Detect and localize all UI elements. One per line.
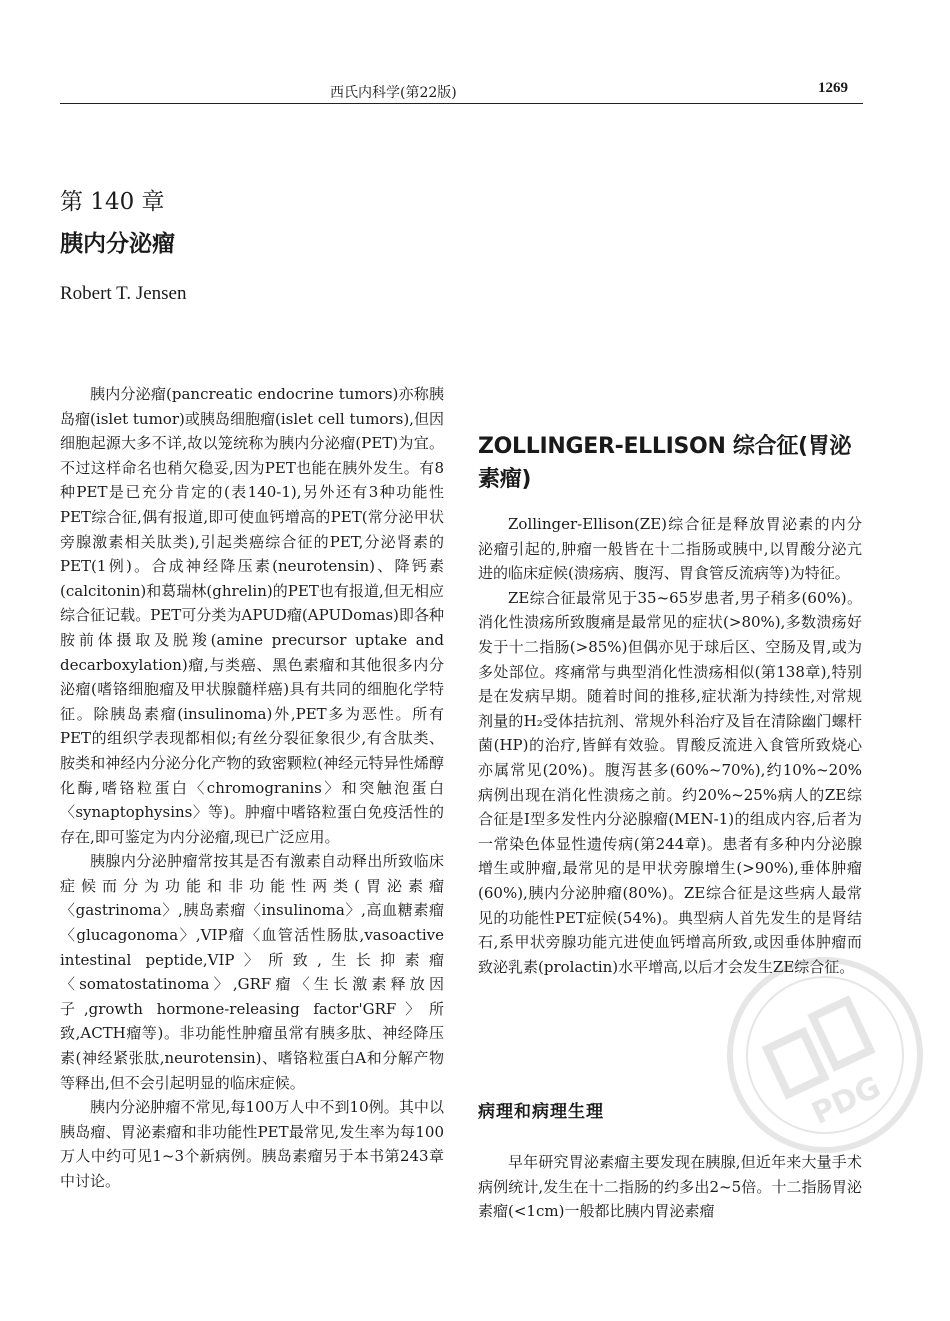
header-rule <box>60 103 863 104</box>
paragraph: ZE综合征最常见于35~65岁患者,男子稍多(60%)。消化性溃疡所致腹痛是最常见的症状(>80%),多数溃疡好发于十二指肠(>85%)但偶亦见于球后区、空肠及胃,或为多处部位。疼痛常与典型消化性溃疡相似(第138章),特别是在发病早期。随着时间的推移,症状渐为持续性,对常规剂量的H₂受体拮抗剂、常规外科治疗及旨在清除幽门螺杆菌(HP)的治疗,皆鲜有效验。胃酸反流进入食管所致烧心亦属常见(20%)。腹泻甚多(60%~70%),约10%~20%病例出现在消化性溃疡之前。约20%~25%病人的ZE综合征是Ⅰ型多发性内分泌腺瘤(MEN-1)的组成内容,后者为一常染色体显性遗传病(第244章)。患者有多种内分泌腺增生或肿瘤,最常见的是甲状旁腺增生(>90%),垂体肿瘤(60%),胰内分泌肿瘤(80%)。ZE综合征是这些病人最常见的功能性PET症候(54%)。典型病人首先发生的是肾结石,系甲状旁腺功能亢进使血钙增高所致,或因垂体肿瘤而致泌乳素(prolactin)水平增高,以后才会发生ZE综合征。 <box>478 588 862 976</box>
paragraph: 早年研究胃泌素瘤主要发现在胰腺,但近年来大量手术病例统计,发生在十二指肠的约多出2~5倍。十二指肠胃泌素瘤(<1cm)一般都比胰内胃泌素瘤 <box>478 1153 862 1221</box>
paragraph: Zollinger-Ellison(ZE)综合征是释放胃泌素的内分泌瘤引起的,肿瘤一般皆在十二指肠或胰中,以胃酸分泌亢进的临床症候(溃疡病、腹泻、胃食管反流病等)为特征。 <box>478 515 862 583</box>
subsection-heading: 病理和病理生理 <box>478 1102 604 1122</box>
right-column <box>478 512 862 979</box>
paragraph: 胰内分泌瘤(pancreatic endocrine tumors)亦称胰岛瘤(islet tumor)或胰岛细胞瘤(islet cell tumors),但因细胞起源大多不详,故以笼统称为胰内分泌瘤(PET)为宜。不过这样命名也稍欠稳妥,因为PET也能在胰外发生。有8种PET是已充分肯定的(表140-1),另外还有3种功能性PET综合征,偶有报道,即可使血钙增高的PET(常分泌甲状旁腺激素相关肽类),引起类癌综合征的PET,分泌肾素的PET(1例)。合成神经降压素(neurotensin)、降钙素(calcitonin)和葛瑞林(ghrelin)的PET也有报道,但无相应综合征记载。PET可分类为APUD瘤(APUDomas)即各种胺前体摄取及脱羧(amine precursor uptake and decarboxylation)瘤,与类癌、黑色素瘤和其他很多内分泌瘤(嗜铬细胞瘤及甲状腺髓样癌)具有共同的细胞化学特征。除胰岛素瘤(insulinoma)外,PET多为恶性。所有PET的组织学表现都相似;有丝分裂征象很少,有含肽类、胺类和神经内分泌分化产物的致密颗粒(神经元特异性烯醇化酶,嗜铬粒蛋白〈chromogranins〉和突触泡蛋白〈synaptophysins〉等)。肿瘤中嗜铬粒蛋白免疫活性的存在,即可鉴定为内分泌瘤,现已广泛应用。 <box>60 385 444 846</box>
section-heading: ZOLLINGER-ELLISON 综合征(胃泌素瘤) <box>478 434 852 492</box>
chapter-title: 胰内分泌瘤 <box>60 230 175 257</box>
paragraph: 胰内分泌肿瘤不常见,每100万人中不到10例。其中以胰岛瘤、胃泌素瘤和非功能性PET最常见,发生率为每100万人中约可见1~3个新病例。胰岛素瘤另于本书第243章中讨论。 <box>60 1098 444 1190</box>
running-title: 西氏内科学(第22版) <box>330 85 457 101</box>
chapter-number: 第 140 章 <box>60 189 165 215</box>
paragraph: 胰腺内分泌肿瘤常按其是否有激素自动释出所致临床症候而分为功能和非功能性两类(胃泌素瘤〈gastrinoma〉,胰岛素瘤〈insulinoma〉,高血糖素瘤〈glucagonoma〉,VIP瘤〈血管活性肠肽,vasoactive intestinal peptide,VIP〉所致,生长抑素瘤〈somatostatinoma〉,GRF瘤〈生长激素释放因子,growth hormone-releasing factor'GRF〉所致,ACTH瘤等)。非功能性肿瘤虽常有胰多肽、神经降压素(神经紧张肽,neurotensin)、嗜铬粒蛋白A和分解产物等释出,但不会引起明显的临床症候。 <box>60 852 444 1092</box>
watermark-text: PDG <box>806 1069 887 1132</box>
author-name: Robert T. Jensen <box>60 283 187 304</box>
page-number: 1269 <box>818 80 848 96</box>
watermark-seal-icon <box>705 930 945 1180</box>
left-column <box>60 382 444 1194</box>
